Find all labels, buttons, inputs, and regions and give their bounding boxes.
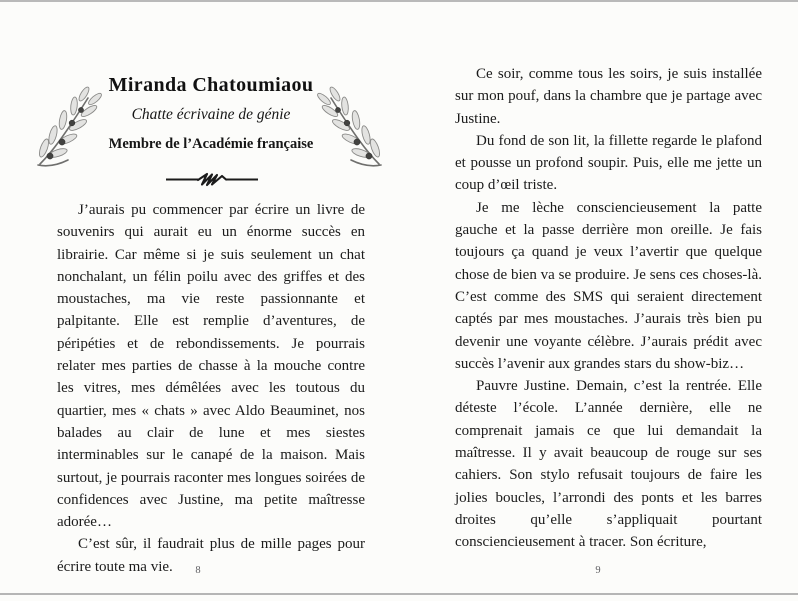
page-number-right: 9 [595,565,601,576]
paragraph: Je me lèche consciencieusement la patte gauche et la passe derrière mon oreille. Je fais toujours ça quand je veux l’avertir que quelque chose de bien va se produire. Je sens ces choses-là. C’est comme des SMS qui seraient directement captés par mes moustaches. J’aurais très bien pu devenir une voyante célèbre. J’aurais prédit avec succès l’avenir aux grandes stars du show-biz… [455,199,762,372]
olive-branch-icon [32,86,110,170]
right-page [455,0,762,601]
olive-branch-icon [309,86,387,170]
paragraph: Pauvre Justine. Demain, c’est la rentrée. Elle déteste l’école. L’année dernière, elle ne comprenait jamais ce que lui demandait la maîtresse. Il y avait beaucoup de rouge sur ses cahiers. Son stylo refusait toujours de faire les jolies boucles, l’arrondi des ponts et les barres droites qu’elle s’appliquait pourtant consciencieusement à tracer. Son écriture, [455,378,762,551]
left-page-text [57,199,365,578]
author-title: Miranda Chatoumiaou [108,74,314,96]
twist-divider-icon [164,171,260,187]
author-affiliation: Membre de l’Académie française [108,136,314,152]
right-page-text [455,63,762,554]
author-subtitle: Chatte écrivaine de génie [131,106,291,123]
paragraph: J’aurais pu commencer par écrire un livre de souvenirs qui aurait eu un énorme succès en librairie. Car même si je suis seulement un chat nonchalant, un félin poilu avec des griffes et des moustaches, ma vie reste passionnante et palpitante. Elle est remplie d’aventures, de péripéties et de rebondissements. Je pourrais relater mes parties de chasse à la mouche contre les vitres, mes démêlées avec les toutous du quartier, mes « chats » avec Aldo Beauminet, nos balades au clair de lune et mes siestes interminables sur le canapé de la maison. Mais surtout, je pourrais raconter mes longues soirées de confidences avec Justine, ma petite maîtresse adorée… [57,202,365,531]
paragraph: C’est sûr, il faudrait plus de mille pages pour écrire toute ma vie. [57,536,365,575]
bottom-frame-line [0,593,798,595]
page-number-left: 8 [195,565,201,576]
paragraph: Du fond de son lit, la fillette regarde le plafond et pousse un profond soupir. Puis, elle me jette un coup d’œil triste. [455,132,762,194]
left-page [57,0,365,601]
paragraph: Ce soir, comme tous les soirs, je suis installée sur mon pouf, dans la chambre que je partage avec Justine. [455,66,762,127]
